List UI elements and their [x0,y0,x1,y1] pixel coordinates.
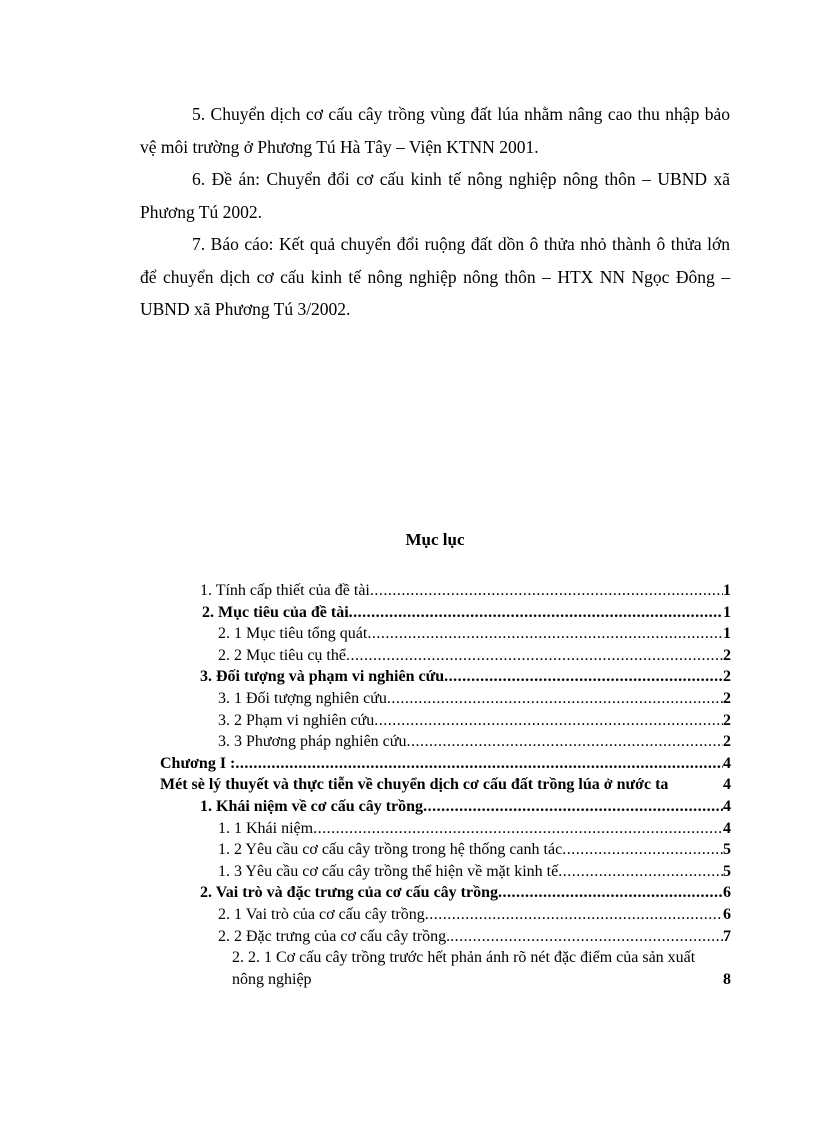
toc-entry[interactable] [160,753,731,775]
toc-entry-label: 1. Khái niệm về cơ cấu cây trồng [200,797,424,815]
toc-entry-label: 2. 2 Mục tiêu cụ thể [218,646,346,664]
toc-entry[interactable] [160,818,731,840]
toc-entry-page: 4 [723,754,731,772]
toc-entry[interactable] [160,861,731,883]
toc-entry-page: 7 [723,927,731,945]
reference-item: 5. Chuyển dịch cơ cấu cây trồng vùng đất lúa nhằm nâng cao thu nhập bảo vệ môi trường ở Phương Tú Hà Tây – Viện KTNN 2001. [140,104,730,157]
toc-entry[interactable] [160,580,731,602]
toc-entry-page: 6 [723,905,731,923]
toc-entry-page: 1 [723,625,731,643]
toc-entry-label: 1. 2 Yêu cầu cơ cấu cây trồng trong hệ thống canh tác [218,841,563,859]
reference-item: 6. Đề án: Chuyển đổi cơ cấu kinh tế nông nghiệp nông thôn – UBND xã Phương Tú 2002. [140,169,730,222]
toc-entry[interactable] [160,926,731,948]
toc-entry[interactable] [160,904,731,926]
toc-entry[interactable] [160,774,731,796]
toc-entry-label: 2. 2 Đặc trưng của cơ cấu cây trồng. [218,927,451,945]
toc-entry-label: 1. 1 Khái niệm [218,819,314,837]
toc-entry-label: 3. 1 Đối tượng nghiên cứu [218,689,387,707]
toc-entry-label: 2. 1 Mục tiêu tổng quát [218,625,368,643]
toc-entry-label: 2. Mục tiêu của đề tài [202,603,349,621]
toc-entry-label: 3. 3 Phương pháp nghiên cứu [218,733,407,751]
toc-entry-page: 5 [723,862,731,880]
toc-entry-label: 1. Tính cấp thiết của đề tài [200,582,370,599]
toc-entry-page: 5 [723,841,731,859]
toc-entry-page: 8 [723,970,731,988]
reference-item: 7. Báo cáo: Kết quả chuyển đổi ruộng đất dồn ô thửa nhỏ thành ô thửa lớn để chuyển dịch cơ cấu kinh tế nông nghiệp nông thôn – HTX NN Ngọc Đông – UBND xã Phương Tú 3/2002. [140,234,730,319]
toc-entry-label: Mét sè lý thuyết và thực tiễn về chuyển dịch cơ cấu đất trồng lúa ở nước ta [160,776,669,794]
toc-entry-page: 2 [723,646,731,664]
toc-entry-page: 4 [723,776,731,794]
toc-entry-page: 1 [723,603,731,621]
toc-entry[interactable] [160,623,731,645]
toc-entry-page: 2 [723,711,731,729]
toc-entry-label: 3. 2 Phạm vi nghiên cứu [218,711,375,729]
toc-entry[interactable] [160,796,731,818]
toc-entry-page: 6 [723,884,731,902]
toc-entry-page: 2 [723,689,731,707]
toc-entry-label: 1. 3 Yêu cầu cơ cấu cây trồng thể hiện về mặt kinh tế [218,862,559,880]
toc-entry[interactable] [160,947,731,990]
toc-entry-page: 1 [723,582,731,599]
toc-entry[interactable] [160,731,731,753]
toc-entry-label: Chương I : [160,754,236,772]
toc-entry[interactable] [160,602,731,624]
toc-entry-label: 3. Đối tượng và phạm vi nghiên cứu [200,668,445,686]
toc-entry[interactable] [160,839,731,861]
toc-entry[interactable] [160,710,731,732]
toc-entry-page: 4 [723,819,731,837]
toc-entry-page: 4 [723,797,731,815]
toc-entry[interactable] [160,882,731,904]
reference-list [140,98,730,326]
table-of-contents [160,580,731,990]
toc-entry-label: 2. Vai trò và đặc trưng của cơ cấu cây trồng [200,884,498,902]
toc-entry[interactable] [160,666,731,688]
toc-entry[interactable] [160,645,731,667]
toc-entry-label: 2. 2. 1 Cơ cấu cây trồng trước hết phản ánh rõ nét đặc điểm của sản xuất nông nghiệp [232,949,696,988]
toc-entry-label: 2. 1 Vai trò của cơ cấu cây trồng [218,905,425,923]
toc-entry[interactable] [160,688,731,710]
toc-title: Mục lục [405,530,465,549]
toc-entry-page: 2 [723,668,731,686]
toc-entry-page: 2 [723,733,731,751]
